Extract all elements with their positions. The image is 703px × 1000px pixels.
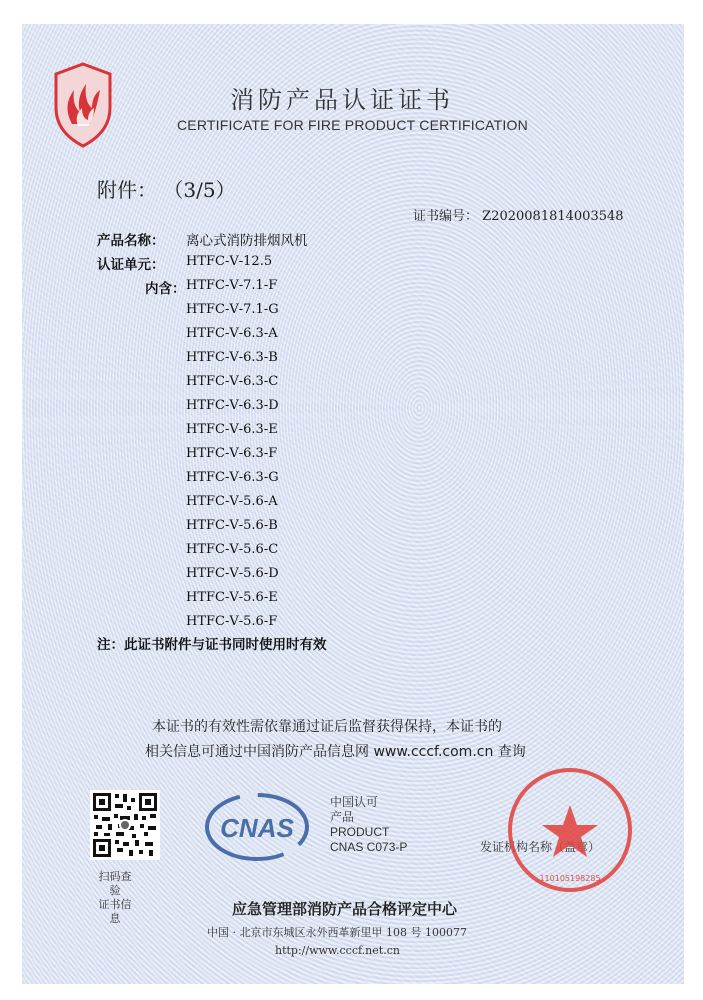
validity-note: 注：此证书附件与证书同时使用时有效 [97,637,327,653]
model-item: HTFC-Ⅴ-6.3-G [186,470,279,485]
annex-heading [97,174,236,203]
model-item: HTFC-Ⅴ-6.3-A [186,326,278,341]
model-item: HTFC-Ⅴ-6.3-F [186,446,278,461]
cnas-logo-text: CNAS [220,813,294,843]
product-name-value: 离心式消防排烟风机 [186,233,308,249]
accreditation-line4: CNAS C073-P [330,840,408,854]
organization-website[interactable]: http://www.cccf.net.cn [275,944,400,957]
accreditation-line1: 中国认可 [330,795,379,809]
annex-label: 附件： [97,178,157,202]
seal-number: 110105198285 [539,874,601,883]
model-item: HTFC-Ⅴ-7.1-F [186,278,278,293]
accreditation-line3: PRODUCT [330,825,390,839]
official-seal-icon [505,765,635,895]
accreditation-line2: 产品 [330,810,355,824]
product-name-label: 产品名称： [97,233,165,249]
model-item: HTFC-Ⅴ-6.3-E [186,422,278,437]
certificate-number [413,205,624,224]
accreditation-text [330,795,407,855]
model-item: HTFC-Ⅴ-5.6-B [186,518,278,533]
organization-address: 中国 · 北京市东城区永外西革新里甲 108 号 100077 [207,926,467,939]
qr-caption-line2: 证书信息 [98,898,132,925]
model-item: HTFC-Ⅴ-5.6-F [186,614,278,629]
model-item: HTFC-Ⅴ-6.3-C [186,374,279,389]
model-item: HTFC-Ⅴ-7.1-G [186,302,279,317]
model-item: HTFC-Ⅴ-6.3-D [186,398,279,413]
model-item: HTFC-Ⅴ-5.6-D [186,566,279,581]
cert-unit-label: 认证单元： [97,257,165,273]
annex-page: （3/5） [163,178,236,202]
fire-certification-logo-icon [48,60,118,150]
qr-caption-line1: 扫码查验 [98,870,132,897]
validity-statement-line2: 相关信息可通过中国消防产品信息网 www.cccf.com.cn 查询 [145,744,526,760]
cert-unit-value: HTFC-Ⅴ-12.5 [186,254,273,269]
certificate-title-en: CERTIFICATE FOR FIRE PRODUCT CERTIFICATION [177,117,528,133]
model-item: HTFC-Ⅴ-5.6-A [186,494,278,509]
issuer-label: 发证机构名称（盖章） [480,840,601,854]
qr-code-icon[interactable] [90,790,160,860]
qr-caption [95,870,135,926]
model-item: HTFC-Ⅴ-5.6-E [186,590,278,605]
model-item: HTFC-Ⅴ-6.3-B [186,350,278,365]
cnas-logo-icon [202,790,312,865]
certificate-number-label: 证书编号： [413,209,479,224]
includes-label: 内含： [145,281,186,297]
validity-statement-line1: 本证书的有效性需依靠通过证后监督获得保持，本证书的 [152,719,502,735]
model-item: HTFC-Ⅴ-5.6-C [186,542,279,557]
issuing-organization: 应急管理部消防产品合格评定中心 [232,900,458,918]
certificate-number-value: Z2020081814003548 [482,209,624,224]
certificate-title-cn: 消防产品认证证书 [230,86,454,114]
